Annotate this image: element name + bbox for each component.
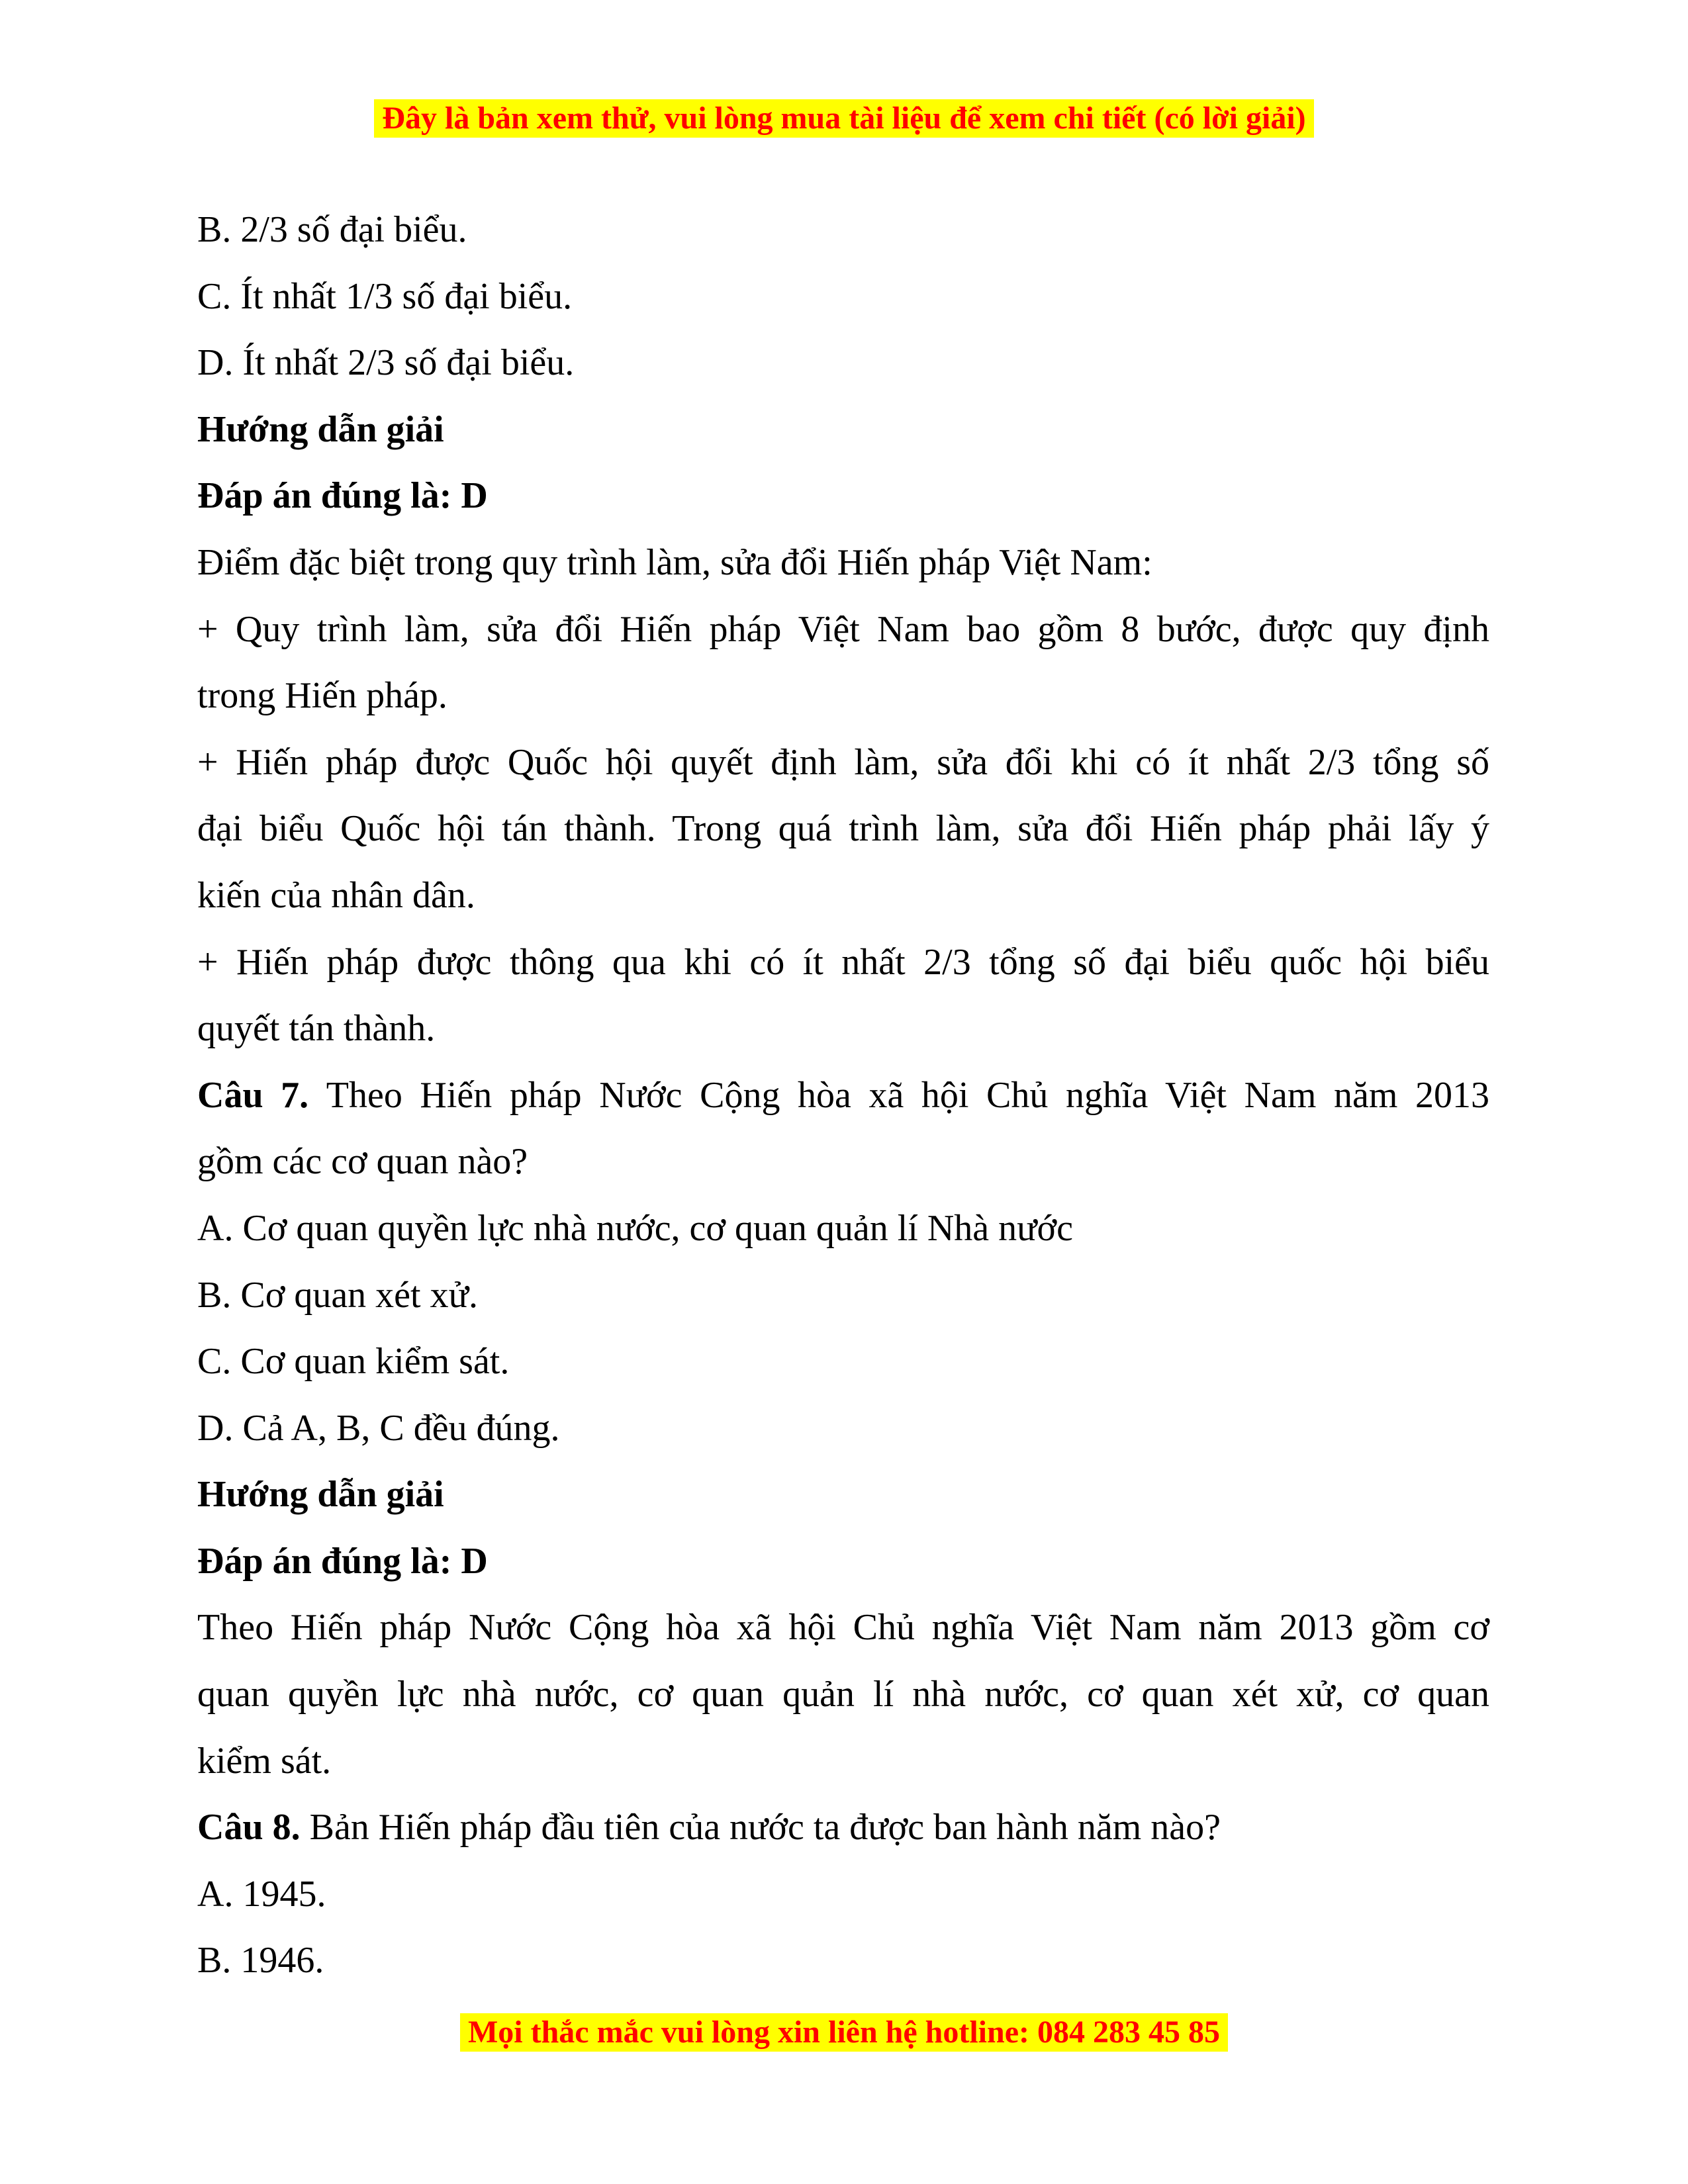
doc-line <box>197 1528 1489 1595</box>
doc-line <box>197 529 1489 596</box>
doc-text-bold: Hướng dẫn giải <box>197 408 444 450</box>
doc-text: quyết tán thành. <box>197 1008 436 1050</box>
doc-line <box>197 1328 1489 1395</box>
doc-line <box>197 263 1489 330</box>
doc-line <box>197 330 1489 396</box>
doc-text: C. Ít nhất 1/3 số đại biểu. <box>197 275 573 317</box>
doc-text: D. Cả A, B, C đều đúng. <box>197 1407 560 1449</box>
doc-line <box>197 1861 1489 1928</box>
doc-text-bold: Đáp án đúng là: D <box>197 475 488 517</box>
doc-text: B. Cơ quan xét xử. <box>197 1274 478 1316</box>
doc-line <box>197 1128 1489 1195</box>
doc-text: D. Ít nhất 2/3 số đại biểu. <box>197 342 575 384</box>
doc-line <box>197 1461 1489 1528</box>
doc-text-bold: Câu 7. <box>197 1074 326 1116</box>
doc-text: + Quy trình làm, sửa đổi Hiến pháp Việt Nam bao gồm 8 bước, được quy định <box>197 608 1489 650</box>
doc-text: A. Cơ quan quyền lực nhà nước, cơ quan quản lí Nhà nước <box>197 1207 1073 1249</box>
doc-line <box>197 1794 1489 1861</box>
doc-line <box>197 1395 1489 1462</box>
doc-line <box>197 862 1489 929</box>
doc-line <box>197 1195 1489 1262</box>
doc-text: Bản Hiến pháp đầu tiên của nước ta được ban hành năm nào? <box>309 1807 1221 1848</box>
doc-text: C. Cơ quan kiểm sát. <box>197 1341 510 1383</box>
hotline-notice-banner <box>0 2013 1688 2052</box>
doc-text: trong Hiến pháp. <box>197 675 447 717</box>
doc-line <box>197 1728 1489 1795</box>
doc-line <box>197 995 1489 1062</box>
doc-line <box>197 1661 1489 1728</box>
doc-line <box>197 1594 1489 1661</box>
doc-text: đại biểu Quốc hội tán thành. Trong quá trình làm, sửa đổi Hiến pháp phải lấy ý <box>197 808 1489 850</box>
doc-text: + Hiến pháp được thông qua khi có ít nhất 2/3 tổng số đại biểu quốc hội biểu <box>197 941 1489 983</box>
doc-text: kiến của nhân dân. <box>197 874 475 916</box>
doc-text: quan quyền lực nhà nước, cơ quan quản lí nhà nước, cơ quan xét xử, cơ quan <box>197 1674 1489 1715</box>
doc-text-bold: Đáp án đúng là: D <box>197 1540 488 1582</box>
doc-text-bold: Hướng dẫn giải <box>197 1474 444 1516</box>
document-body <box>197 197 1489 1994</box>
doc-text: B. 1946. <box>197 1940 324 1981</box>
doc-text-bold: Câu 8. <box>197 1807 310 1848</box>
doc-line <box>197 596 1489 663</box>
doc-line <box>197 796 1489 862</box>
doc-text: + Hiến pháp được Quốc hội quyết định làm, sửa đổi khi có ít nhất 2/3 tổng số <box>197 741 1489 783</box>
doc-text: gồm các cơ quan nào? <box>197 1141 528 1183</box>
doc-line <box>197 396 1489 463</box>
doc-line <box>197 1927 1489 1994</box>
doc-line <box>197 463 1489 529</box>
doc-text: Theo Hiến pháp Nước Cộng hòa xã hội Chủ nghĩa Việt Nam năm 2013 gồm cơ <box>197 1607 1489 1649</box>
doc-line <box>197 197 1489 263</box>
doc-text: A. 1945. <box>197 1873 326 1915</box>
doc-line <box>197 1262 1489 1329</box>
preview-notice-text: Đây là bản xem thử, vui lòng mua tài liệu để xem chi tiết (có lời giải) <box>374 99 1313 138</box>
doc-text: B. 2/3 số đại biểu. <box>197 209 467 250</box>
doc-line <box>197 729 1489 796</box>
preview-notice-banner <box>0 99 1688 138</box>
hotline-notice-text: Mọi thắc mắc vui lòng xin liên hệ hotline: 084 283 45 85 <box>460 2013 1228 2052</box>
doc-text: kiểm sát. <box>197 1740 332 1782</box>
doc-line <box>197 929 1489 996</box>
doc-text: Theo Hiến pháp Nước Cộng hòa xã hội Chủ nghĩa Việt Nam năm 2013 <box>326 1074 1489 1116</box>
doc-line <box>197 1062 1489 1129</box>
doc-text: Điểm đặc biệt trong quy trình làm, sửa đổi Hiến pháp Việt Nam: <box>197 541 1152 583</box>
doc-line <box>197 662 1489 729</box>
